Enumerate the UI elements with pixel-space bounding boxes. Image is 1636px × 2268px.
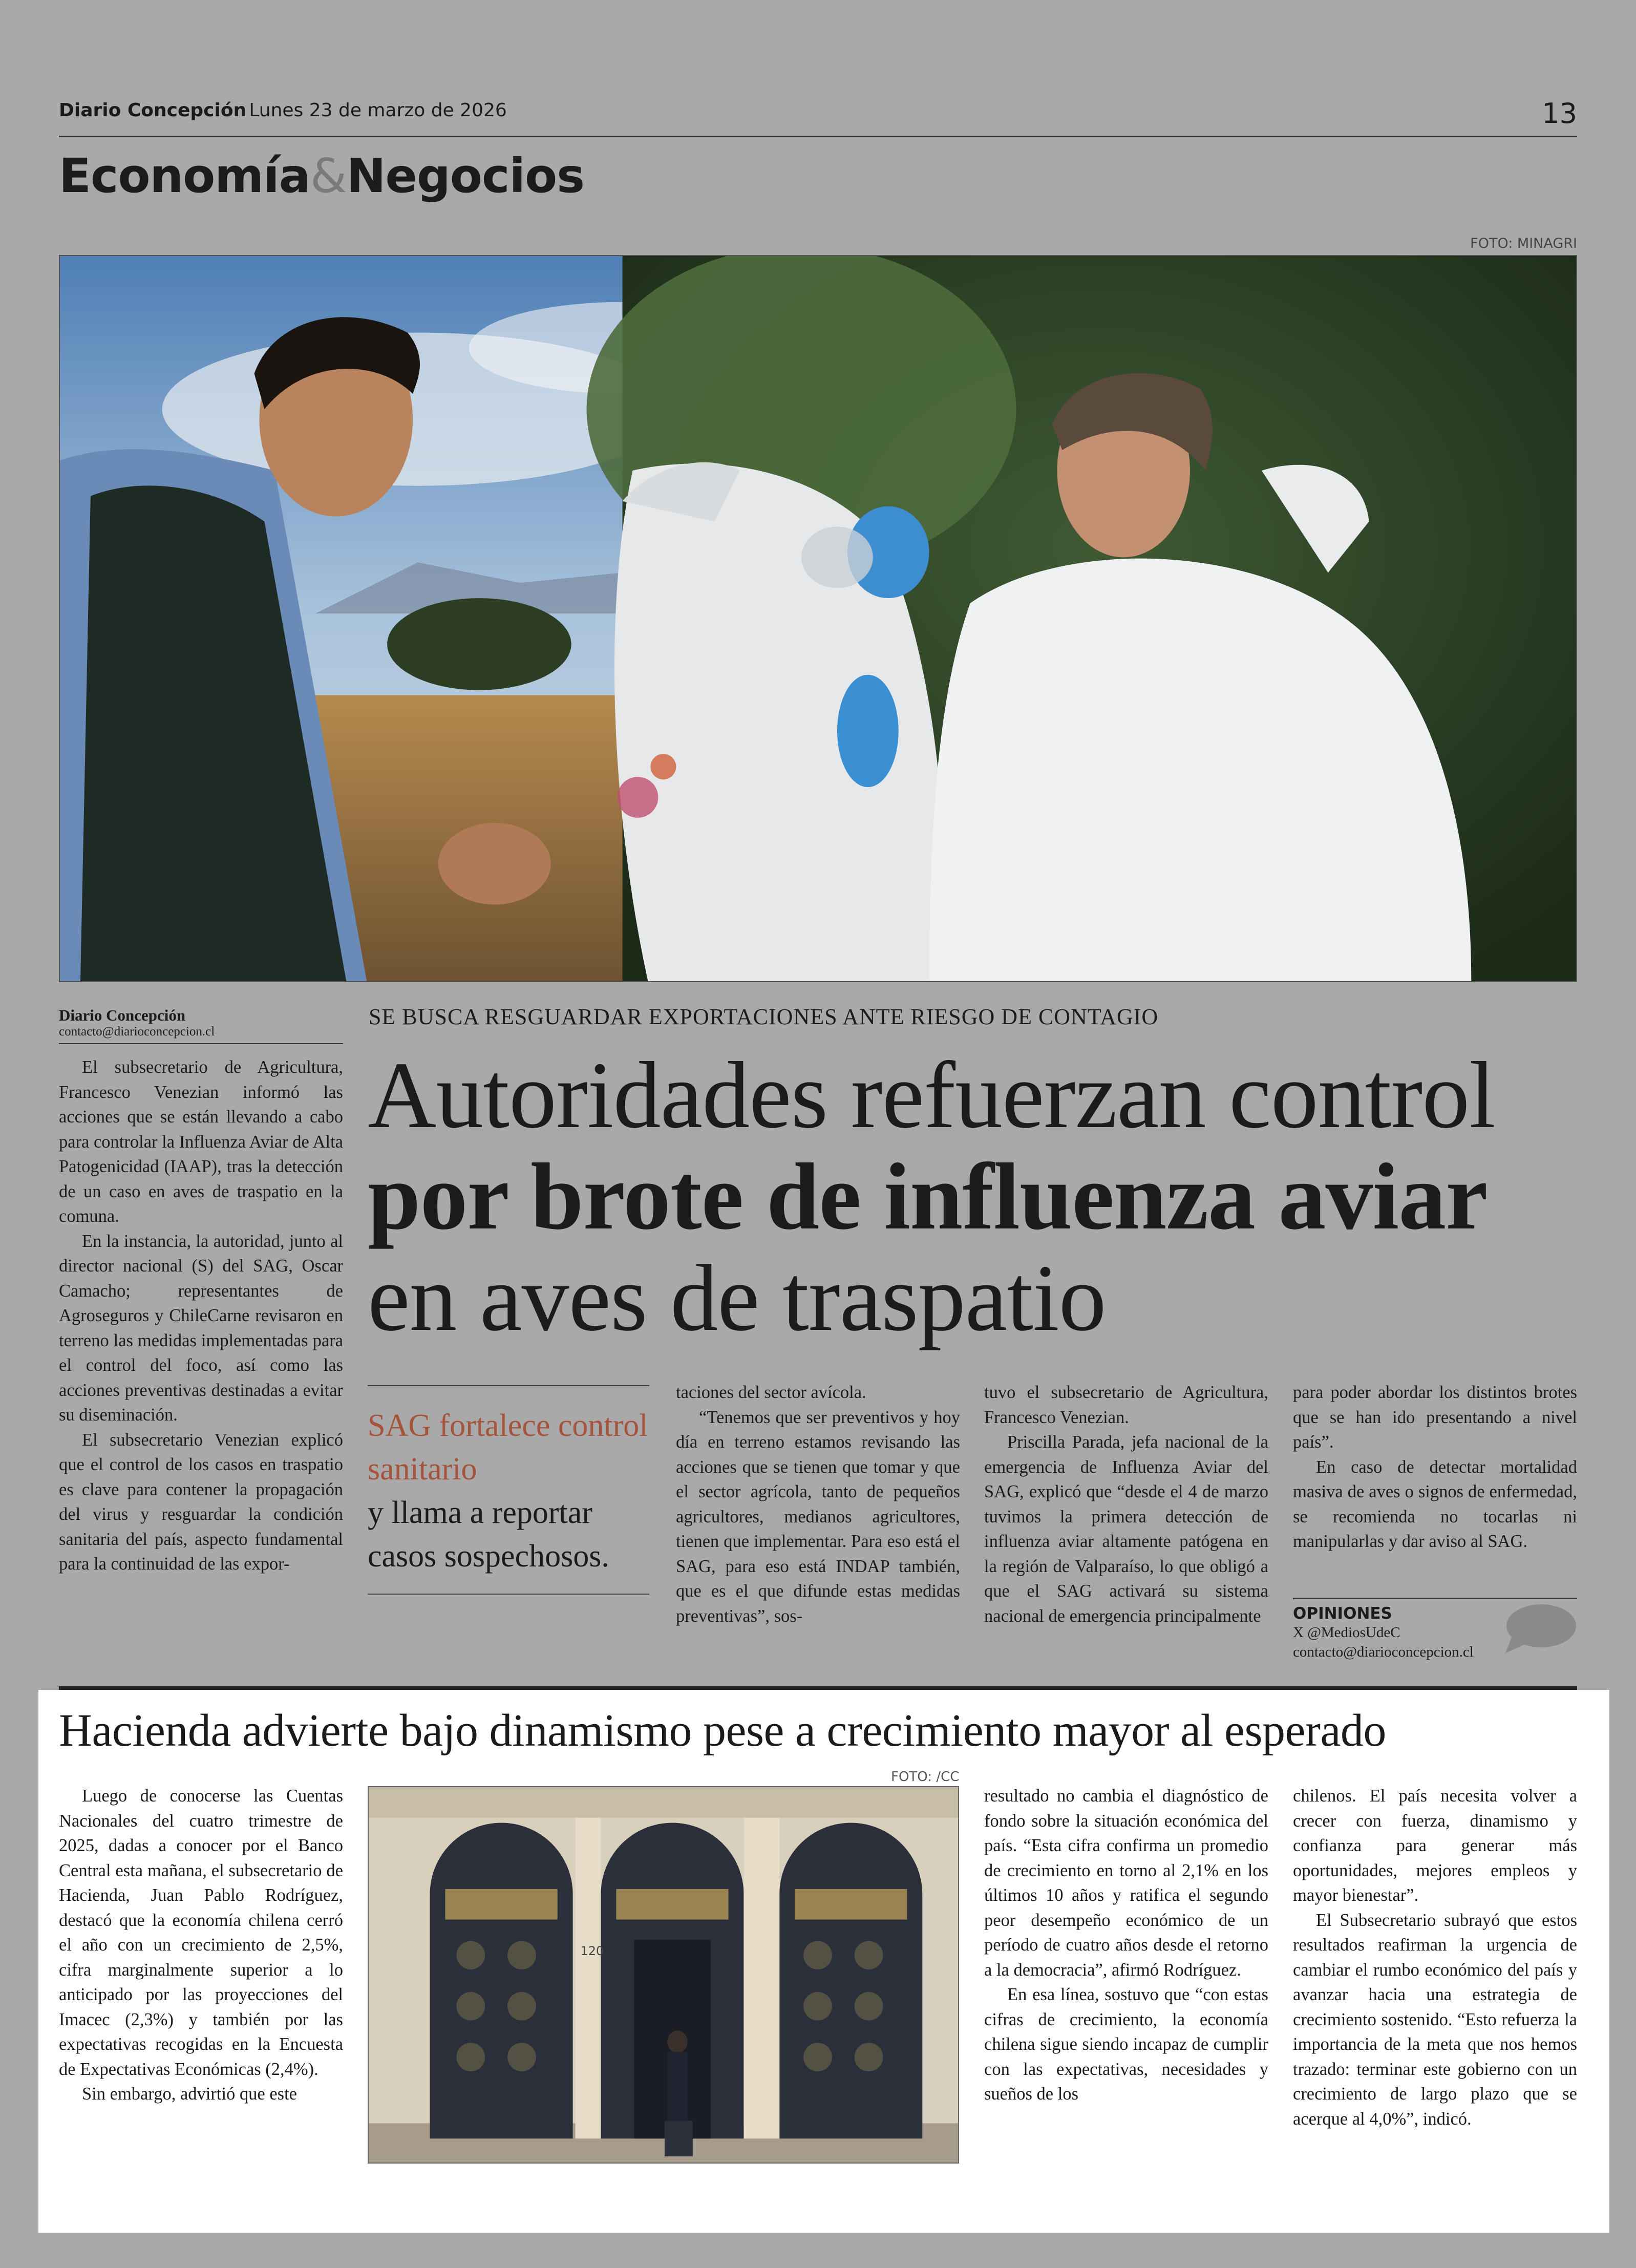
deck-rest: y llama a reportar casos sospechosos. (368, 1495, 609, 1574)
main-col-4 (1293, 1380, 1577, 1554)
main-col-1 (59, 1055, 343, 1577)
publication-date: Lunes 23 de marzo de 2026 (249, 100, 507, 121)
second-photo (368, 1786, 959, 2164)
second-col-4 (1293, 1784, 1577, 2131)
section-ampersand: & (310, 149, 347, 203)
second-col3-lead: resultado no cambia el diagnóstico de fondo sobre la situación económica del país. “Esta cifra confirma un promedio de crecimiento en torno al 2,1% en los últimos 10 años y ratifica el segundo peor desempeño económico de un período de cuatro años desde el retorno a la democracia”, afirmó Rodríguez. (984, 1786, 1268, 1980)
section-title (59, 149, 584, 203)
main-col4-paragraph: En caso de detectar mortalidad masiva de aves o signos de enfermedad, se recomienda no tocarlas ni manipularlas y dar aviso al SAG. (1293, 1457, 1577, 1551)
byline-name: Diario Concepción (59, 1006, 186, 1024)
byline (59, 1006, 343, 1044)
headline-line-1: Autoridades refuerzan control (368, 1043, 1496, 1148)
opinion-title: OPINIONES (1293, 1604, 1392, 1623)
photo-credit: FOTO: MINAGRI (1470, 236, 1577, 251)
second-photo-credit: FOTO: /CC (891, 1769, 960, 1785)
publication-name: Diario Concepción (59, 100, 247, 121)
byline-email: contacto@diarioconcepcion.cl (59, 1025, 215, 1038)
headline-line-2: por brote de influenza aviar (368, 1144, 1488, 1249)
page-number: 13 (1542, 97, 1577, 130)
second-col3-paragraph: En esa línea, sostuvo que “con estas cifras de crecimiento, la economía chilena sigue siendo incapaz de cumplir con las expectativas, necesidades y sueños de los (984, 1985, 1268, 2104)
main-col2-lead: taciones del sector avícola. (676, 1383, 866, 1402)
opinion-x-handle: X @MediosUdeC (1293, 1624, 1400, 1641)
second-col-3 (984, 1784, 1268, 2107)
section-title-part2: Negocios (346, 149, 585, 203)
main-photo (59, 255, 1577, 982)
main-col-3 (984, 1380, 1268, 1628)
second-col4-lead: chilenos. El país necesita volver a crecer con fuerza, dinamismo y confianza para generar más oportunidades, mejores empleos y mayor bienestar”. (1293, 1786, 1577, 1905)
second-headline: Hacienda advierte bajo dinamismo pese a crecimiento mayor al esperado (59, 1705, 1386, 1756)
headline-line-3: en aves de traspatio (368, 1245, 1106, 1351)
speech-bubble-icon (1500, 1603, 1577, 1654)
deck (368, 1385, 649, 1595)
second-col1-paragraph: Sin embargo, advirtió que este (82, 2084, 297, 2104)
page-header (59, 100, 1577, 137)
main-col2-paragraph: “Tenemos que ser preventivos y hoy día en terreno estamos revisando las acciones que se tienen que tomar y que el sector agrícola, tanto de pequeños agricultores, medianos agricultores, tienen que implementar. Para eso está el SAG, para eso está INDAP también, que es el que difunde estas medidas preventivas”, sos- (676, 1407, 960, 1626)
main-col4-lead: para poder abordar los distintos brotes que se han ido presentando a nivel país”. (1293, 1383, 1577, 1452)
kicker: SE BUSCA RESGUARDAR EXPORTACIONES ANTE RIESGO DE CONTAGIO (369, 1004, 1159, 1029)
main-col1-paragraph: En la instancia, la autoridad, junto al director nacional (S) del SAG, Oscar Camacho; representantes de Agroseguros y ChileCarne revisaron en terreno las medidas implementadas para el control del foco, así como las acciones preventivas destinadas a evitar su diseminación. (59, 1231, 343, 1425)
building-number: 120 (580, 1944, 604, 1959)
main-col3-paragraph: Priscilla Parada, jefa nacional de la emergencia de Influenza Aviar del SAG, explicó que “desde el 4 de marzo tuvimos la primera detección de influenza aviar altamente patógena en la región de Valparaíso, lo que obligó a que el SAG activará su sistema nacional de emergencia principalmente (984, 1432, 1268, 1626)
section-divider (59, 1686, 1577, 1690)
section-title-part1: Economía (59, 149, 310, 203)
main-col1-paragraph: El subsecretario Venezian explicó que el control de los casos en traspatio es clave para contener la propagación del virus y resguardar la condición sanitaria del país, aspecto fundamental para la continuidad de las expor- (59, 1430, 343, 1574)
main-col3-lead: tuvo el subsecretario de Agricultura, Francesco Venezian. (984, 1383, 1268, 1427)
main-col-2 (676, 1380, 960, 1628)
main-headline (368, 1045, 1576, 1349)
opinion-email: contacto@diarioconcepcion.cl (1293, 1644, 1474, 1660)
second-col1-paragraph: Luego de conocerse las Cuentas Nacionales del cuatro trimestre de 2025, dadas a conocer por el Banco Central esta mañana, el subsecretario de Hacienda, Juan Pablo Rodríguez, destacó que la economía chilena cerró el año con un crecimiento de 2,5%, cifra marginalmente superior a lo anticipado por las proyecciones del Imacec (2,3%) y también por las expectativas recogidas en la Encuesta de Expectativas Económicas (2,4%). (59, 1786, 343, 2079)
main-col1-paragraph: El subsecretario de Agricultura, Francesco Venezian informó las acciones que se están llevando a cabo para controlar la Influenza Aviar de Alta Patogenicidad (IAAP), tras la detección de un caso en aves de traspatio en la comuna. (59, 1057, 343, 1226)
second-col-1 (59, 1784, 343, 2107)
second-col4-paragraph: El Subsecretario subrayó que estos resultados reafirman la urgencia de cambiar el rumbo económico del país y avanzar hacia una estrategia de crecimiento sostenido. “Esto refuerza la importancia de la meta que nos hemos trazado: terminar este gobierno con un crecimiento de largo plazo que se acerque al 4,0%”, indicó. (1293, 1910, 1577, 2129)
deck-highlight: SAG fortalece control sanitario (368, 1408, 648, 1487)
